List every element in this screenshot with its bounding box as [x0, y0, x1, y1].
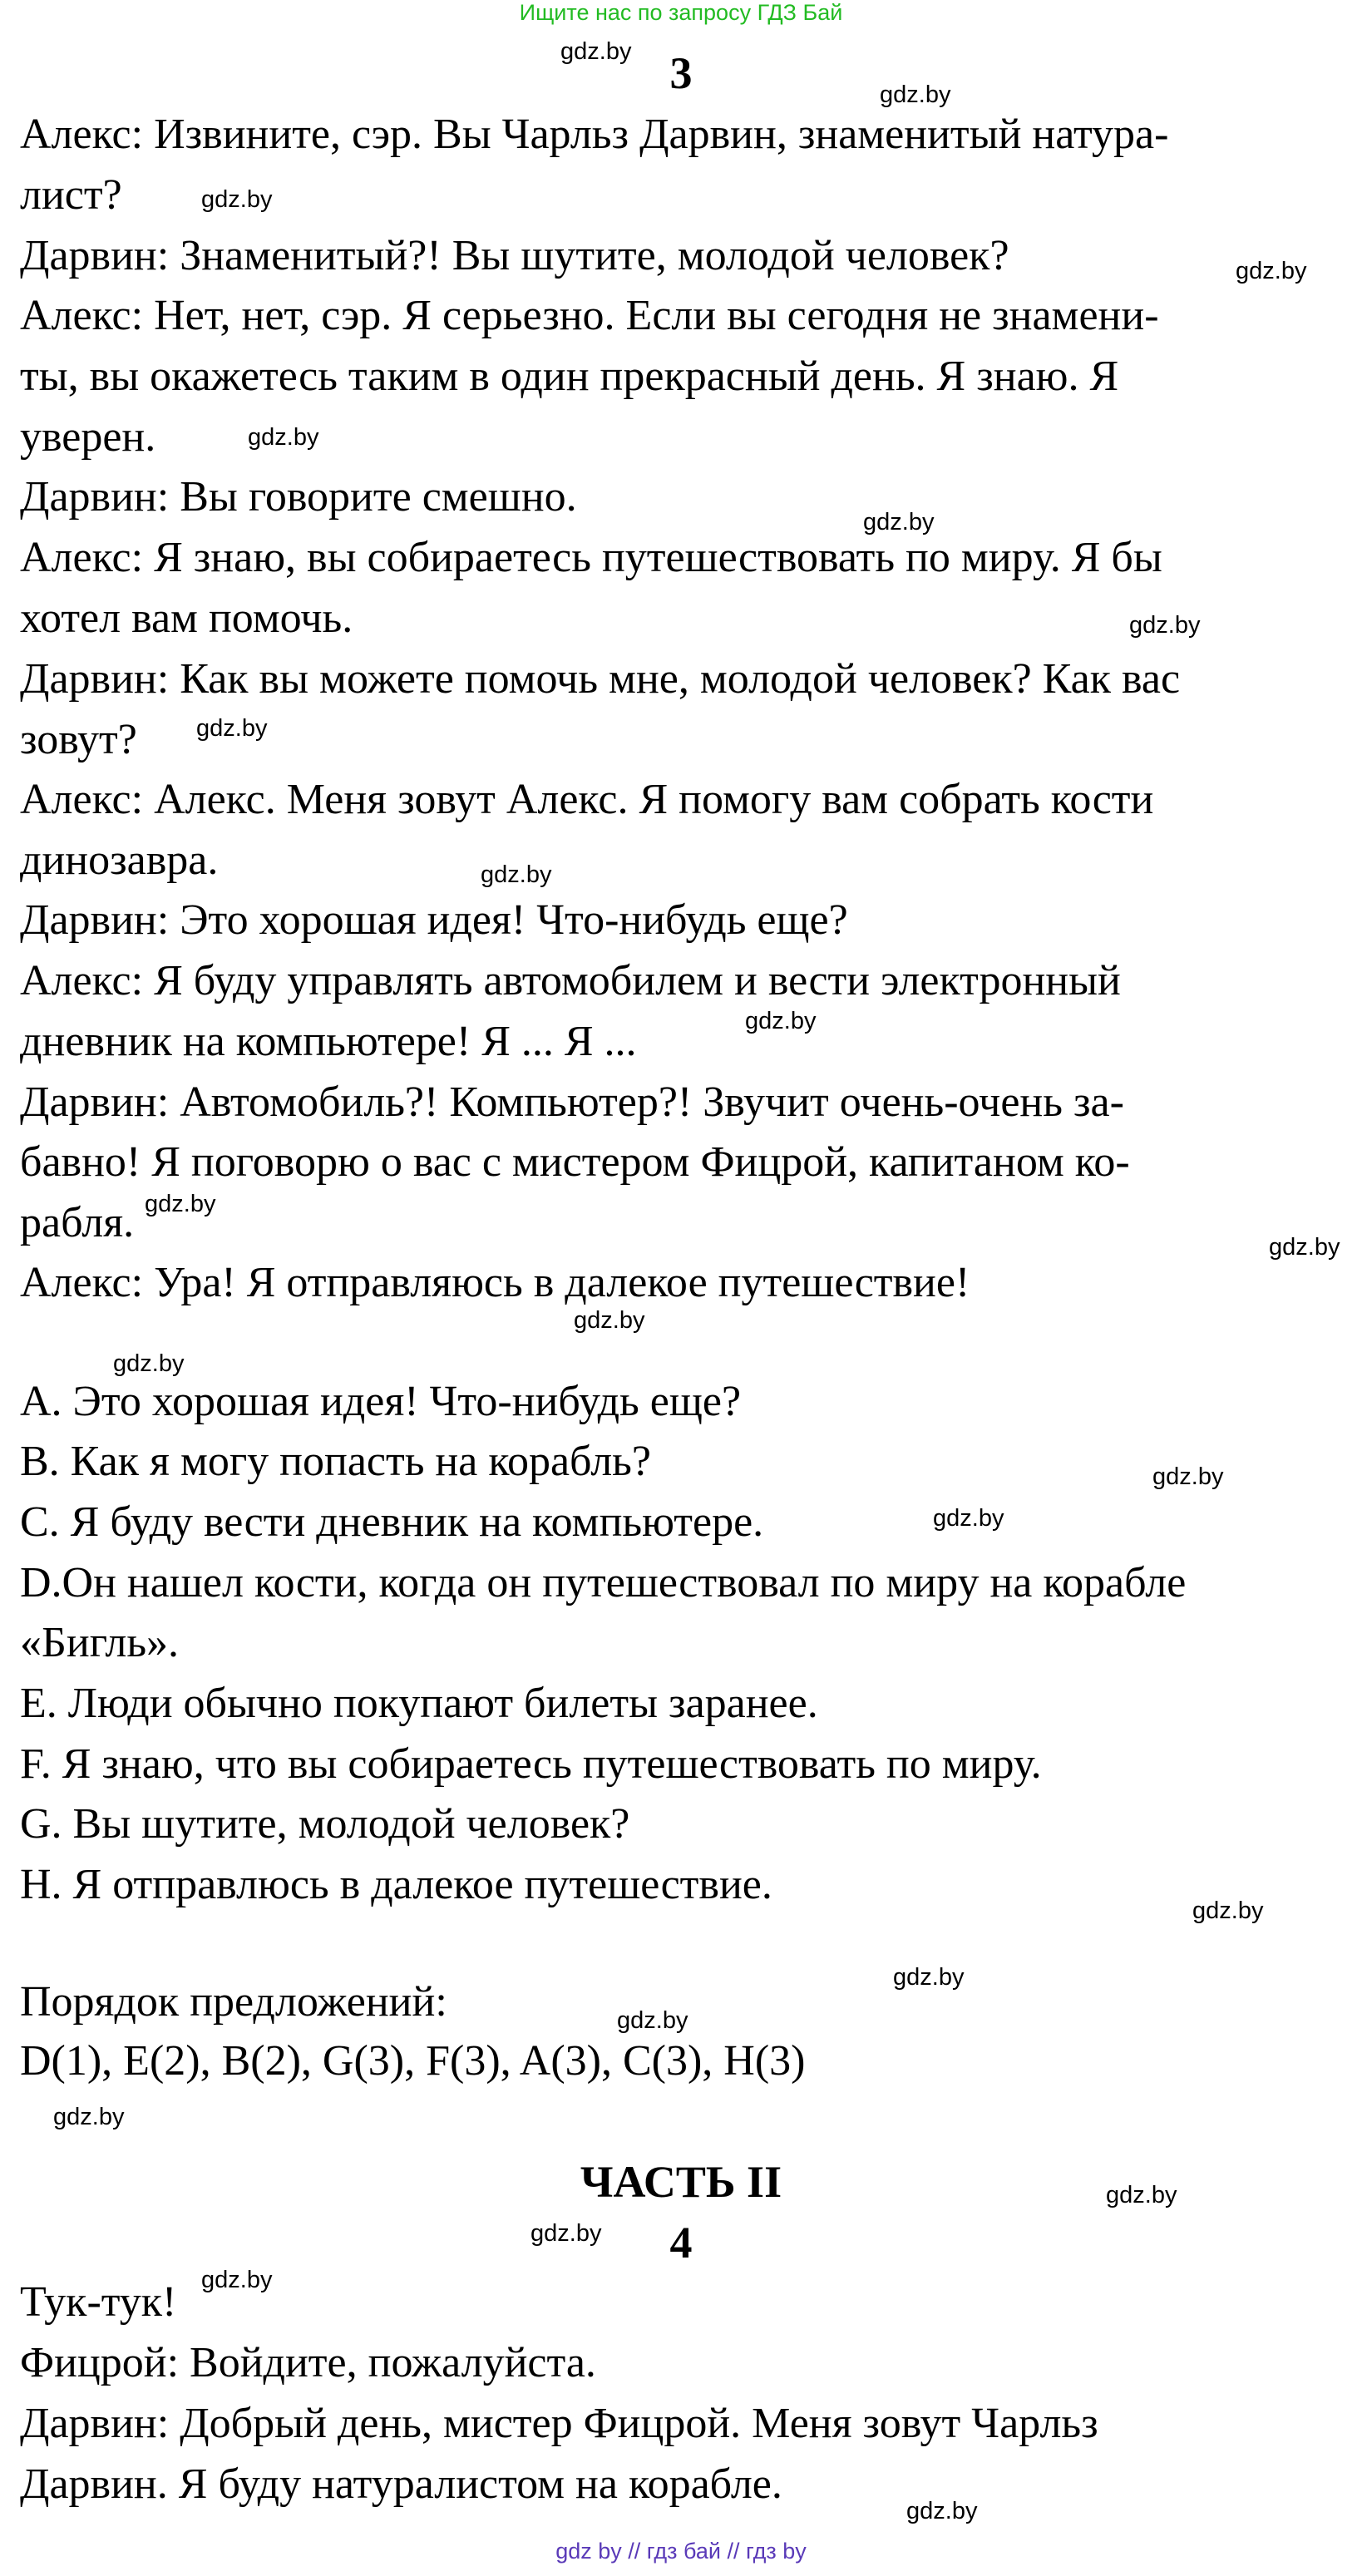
dialogue-line: ты, вы окажетесь таким в один прекрасный день. Я знаю. Я — [20, 353, 1119, 400]
watermark: gdz.by — [145, 1191, 216, 1217]
option-a: A. Это хорошая идея! Что-нибудь еще? — [20, 1378, 742, 1425]
dialogue-line: Дарвин: Знаменитый?! Вы шутите, молодой человек? — [20, 232, 1009, 279]
watermark: gdz.by — [893, 1964, 965, 1991]
watermark: gdz.by — [863, 509, 935, 535]
watermark: gdz.by — [1106, 2182, 1177, 2208]
option-g: G. Вы шутите, молодой человек? — [20, 1800, 630, 1848]
dialogue-line: Дарвин: Это хорошая идея! Что-нибудь еще? — [20, 896, 848, 944]
dialogue-line: зовут? — [20, 716, 137, 763]
watermark: gdz.by — [1269, 1234, 1340, 1261]
dialogue-line: бавно! Я поговорю о вас с мистером Фицрой, капитаном ко- — [20, 1138, 1130, 1186]
order-label: Порядок предложений: — [20, 1978, 447, 2026]
dialogue-line: Фицрой: Войдите, пожалуйста. — [20, 2339, 596, 2386]
dialogue-line: дневник на компьютере! Я ... Я ... — [20, 1018, 637, 1065]
option-h: H. Я отправлюсь в далекое путешествие. — [20, 1861, 772, 1908]
dialogue-line: Алекс: Я буду управлять автомобилем и вести электронный — [20, 957, 1121, 1004]
watermark: gdz.by — [1152, 1463, 1224, 1490]
dialogue-line: Алекс: Ура! Я отправляюсь в далекое путешествие! — [20, 1259, 970, 1306]
dialogue-line: Дарвин: Добрый день, мистер Фицрой. Меня зовут Чарльз — [20, 2400, 1098, 2447]
watermark: gdz.by — [53, 2104, 125, 2130]
option-c: C. Я буду вести дневник на компьютере. — [20, 1498, 764, 1546]
watermark: gdz.by — [1192, 1897, 1264, 1924]
dialogue-line: уверен. — [20, 413, 156, 461]
option-f: F. Я знаю, что вы собираетесь путешествовать по миру. — [20, 1740, 1042, 1788]
watermark: gdz.by — [481, 861, 552, 888]
watermark: gdz.by — [1236, 258, 1307, 284]
dialogue-line: Алекс: Нет, нет, сэр. Я серьезно. Если вы сегодня не знамени- — [20, 292, 1159, 339]
watermark: gdz.by — [574, 1307, 645, 1334]
dialogue-line: Алекс: Извините, сэр. Вы Чарльз Дарвин, знаменитый натура- — [20, 111, 1169, 158]
dialogue-line: лист? — [20, 171, 122, 219]
option-e: E. Люди обычно покупают билеты заранее. — [20, 1680, 818, 1727]
dialogue-line: Дарвин: Автомобиль?! Компьютер?! Звучит очень-очень за- — [20, 1078, 1124, 1126]
dialogue-line: Алекс: Алекс. Меня зовут Алекс. Я помогу вам собрать кости — [20, 776, 1154, 823]
dialogue-line: Тук-тук! — [20, 2278, 177, 2326]
watermark: gdz.by — [906, 2498, 978, 2524]
dialogue-line: Алекс: Я знаю, вы собираетесь путешествовать по миру. Я бы — [20, 534, 1162, 581]
option-d-continued: «Бигль». — [20, 1619, 180, 1666]
watermark: gdz.by — [617, 2007, 688, 2034]
watermark: gdz.by — [201, 186, 273, 213]
watermark: gdz.by — [880, 81, 951, 108]
dialogue-line: динозавра. — [20, 836, 219, 884]
watermark: gdz.by — [113, 1350, 185, 1377]
option-b: B. Как я могу попасть на корабль? — [20, 1438, 651, 1485]
footer-links[interactable]: gdz by // гдз бай // гдз by — [555, 2539, 807, 2564]
watermark: gdz.by — [933, 1505, 1004, 1532]
dialogue-line: Дарвин: Вы говорите смешно. — [20, 473, 577, 521]
dialogue-line: Дарвин. Я буду натуралистом на корабле. — [20, 2460, 782, 2508]
watermark: gdz.by — [201, 2267, 273, 2293]
watermark: gdz.by — [248, 424, 319, 451]
watermark: gdz.by — [530, 2220, 602, 2247]
dialogue-line: хотел вам помочь. — [20, 595, 353, 642]
watermark: gdz.by — [1129, 612, 1201, 639]
dialogue-line: рабля. — [20, 1199, 135, 1246]
top-banner[interactable]: Ищите нас по запросу ГДЗ Бай — [519, 0, 843, 25]
option-d: D.Он нашел кости, когда он путешествовал по миру на корабле — [20, 1559, 1187, 1606]
order-value: D(1), E(2), B(2), G(3), F(3), A(3), C(3), H(3) — [20, 2037, 806, 2085]
exercise-number-3: 3 — [669, 48, 693, 98]
watermark: gdz.by — [196, 715, 268, 742]
watermark: gdz.by — [560, 38, 632, 65]
dialogue-line: Дарвин: Как вы можете помочь мне, молодой человек? Как вас — [20, 655, 1181, 703]
part-heading: ЧАСТЬ II — [580, 2157, 782, 2207]
watermark: gdz.by — [745, 1008, 817, 1034]
exercise-number-4: 4 — [669, 2218, 693, 2268]
